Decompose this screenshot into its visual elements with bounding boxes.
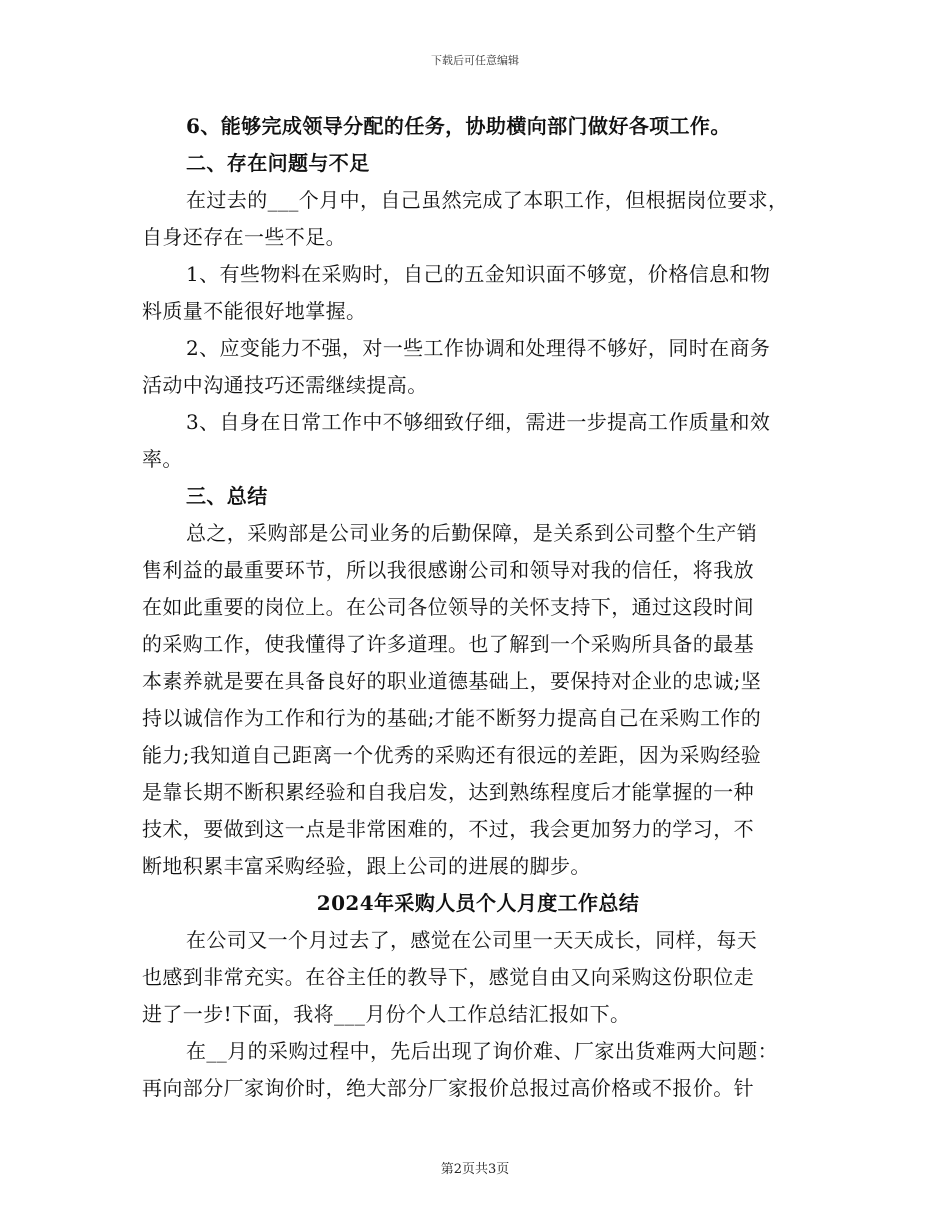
paragraph-line: 在__月的采购过程中，先后出现了询价难、厂家出货难两大问题： [186,1039,778,1063]
paragraph-line: 在如此重要的岗位上。在公司各位领导的关怀支持下，通过这段时间 [142,595,754,619]
section-heading: 三、总结 [186,484,268,508]
paragraph-line: 本素养就是要在具备良好的职业道德基础上，要保持对企业的忠诚;坚 [142,669,762,693]
paragraph-line: 也感到非常充实。在谷主任的教导下，感觉自由又向采购这份职位走 [142,965,754,989]
page-header: 下载后可任意编辑 [431,54,519,67]
paragraph-line: 在过去的___个月中，自己虽然完成了本职工作，但根据岗位要求， [186,188,789,212]
paragraph-line: 是靠长期不断积累经验和自我启发，达到熟练程度后才能掌握的一种 [142,780,754,804]
paragraph-line: 的采购工作，使我懂得了许多道理。也了解到一个采购所具备的最基 [142,632,754,656]
paragraph-line: 活动中沟通技巧还需继续提高。 [142,373,428,397]
page-footer: 第2页共3页 [440,1162,510,1177]
section-heading: 二、存在问题与不足 [186,151,370,175]
paragraph-line: 1、有些物料在采购时，自己的五金知识面不够宽，价格信息和物 [186,262,771,286]
paragraph-line: 自身还存在一些不足。 [142,225,346,249]
document-title: 2024年采购人员个人月度工作总结 [316,891,640,915]
paragraph-line: 能力;我知道自己距离一个优秀的采购还有很远的差距，因为采购经验 [142,743,762,767]
paragraph-line: 进了一步!下面，我将___月份个人工作总结汇报如下。 [142,1002,631,1026]
document-body [142,108,814,1107]
paragraph-line: 3、自身在日常工作中不够细致仔细，需进一步提高工作质量和效 [186,410,771,434]
paragraph-line: 再向部分厂家询价时，绝大部分厂家报价总报过高价格或不报价。针 [142,1076,754,1100]
paragraph-line: 总之，采购部是公司业务的后勤保障，是关系到公司整个生产销 [186,521,758,545]
paragraph-line: 2、应变能力不强，对一些工作协调和处理得不够好，同时在商务 [186,336,771,360]
paragraph-line: 断地积累丰富采购经验，跟上公司的进展的脚步。 [142,854,591,878]
paragraph-line: 技术，要做到这一点是非常困难的，不过，我会更加努力的学习，不 [142,817,754,841]
paragraph-line: 料质量不能很好地掌握。 [142,299,367,323]
paragraph-line: 售利益的最重要环节，所以我很感谢公司和领导对我的信任，将我放 [142,558,754,582]
paragraph-line: 在公司又一个月过去了，感觉在公司里一天天成长，同样，每天 [186,928,758,952]
paragraph-line: 6、能够完成领导分配的任务，协助横向部门做好各项工作。 [186,114,731,138]
paragraph-line: 持以诚信作为工作和行为的基础;才能不断努力提高自己在采购工作的 [142,706,762,730]
paragraph-line: 率。 [142,447,183,471]
